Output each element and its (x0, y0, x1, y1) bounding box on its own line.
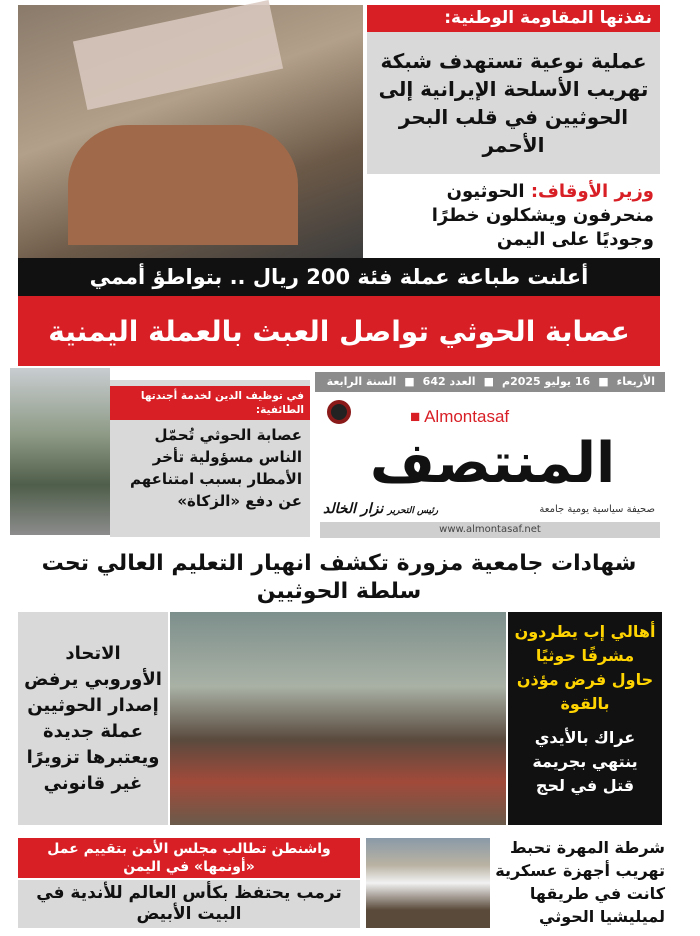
police-vehicle-photo (366, 838, 490, 928)
top-story-headline[interactable]: عملية نوعية تستهدف شبكة تهريب الأسلحة الإيرانية إلى الحوثيين في قلب البحر الأحمر (367, 32, 660, 174)
main-headline[interactable]: عصابة الحوثي تواصل العبث بالعملة اليمنية (18, 296, 660, 366)
logo-latin (410, 406, 509, 428)
minister-kicker: وزير الأوقاف: (530, 181, 654, 202)
tagline: صحيفة سياسية يومية جامعة (539, 504, 655, 515)
separator-square-icon: ■ (483, 375, 494, 388)
universities-headline[interactable]: شهادات جامعية مزورة تكشف انهيار التعليم العالي تحت سلطة الحوثيين (41, 551, 637, 604)
minister-story (367, 180, 660, 256)
religion-story (110, 380, 310, 537)
mahra-headline[interactable]: شرطة المهرة تحبط تهريب أجهزة عسكرية كانت في طريقها لميليشيا الحوثي (495, 838, 665, 926)
banknotes-image (73, 0, 283, 110)
currency-building-photo (18, 5, 363, 258)
logo-latin-text: Almontasaf (424, 407, 510, 426)
washington-headline[interactable]: واشنطن تطالب مجلس الأمن بتقييم عمل «أونمها» في اليمن (18, 838, 360, 878)
trump-headline[interactable]: ترمب يحتفظ بكأس العالم للأندية في البيت الأبيض (18, 880, 360, 928)
issue-date: 16 يوليو 2025م (502, 375, 591, 388)
lahj-headline[interactable]: عراك بالأيدي ينتهي بجريمة قتل في لحج (532, 728, 638, 795)
red-square-icon: ■ (410, 407, 421, 426)
minister-headline[interactable]: الحوثيون منحرفون ويشكلون خطرًا وجوديًا على اليمن (431, 181, 654, 250)
top-story-kicker: نفذتها المقاومة الوطنية: (367, 5, 660, 32)
ibb-story (508, 612, 662, 825)
editor-name: نزار الخالد (323, 501, 384, 517)
issue-day: الأربعاء (616, 375, 655, 388)
editor-label: رئيس التحرير (387, 506, 439, 516)
masthead (315, 372, 665, 542)
religion-kicker: في توظيف الدين لخدمة أجندتها الطائفية: (110, 386, 310, 420)
website-link[interactable]: www.almontasaf.net (320, 522, 660, 538)
separator-square-icon: ■ (598, 375, 609, 388)
logo-arabic: المنتصف (369, 431, 616, 496)
religion-headline[interactable]: عصابة الحوثي تُحمّل الناس مسؤولية تأخر الأمطار بسبب امتناعهم عن دفع «الزكاة» (129, 426, 302, 510)
separator-square-icon: ■ (404, 375, 415, 388)
editor (323, 500, 438, 520)
houthi-fighters-photo (170, 612, 506, 825)
ibb-headline[interactable]: أهالي إب يطردون مشرفًا حوثيًا حاول فرض مؤذن بالقوة (514, 622, 656, 713)
armed-man-photo (10, 368, 110, 535)
main-subhead: أعلنت طباعة عملة فئة 200 ريال .. بتواطؤ أممي (18, 258, 660, 296)
crosshair-icon (327, 400, 351, 424)
issue-number: العدد 642 (422, 375, 476, 388)
issue-year: السنة الرابعة (326, 375, 397, 388)
issue-info-bar (315, 372, 665, 392)
building-image (68, 125, 298, 245)
eu-headline[interactable]: الاتحاد الأوروبي يرفض إصدار الحوثيين عملة جديدة ويعتبرها تزويرًا غير قانوني (18, 612, 168, 825)
